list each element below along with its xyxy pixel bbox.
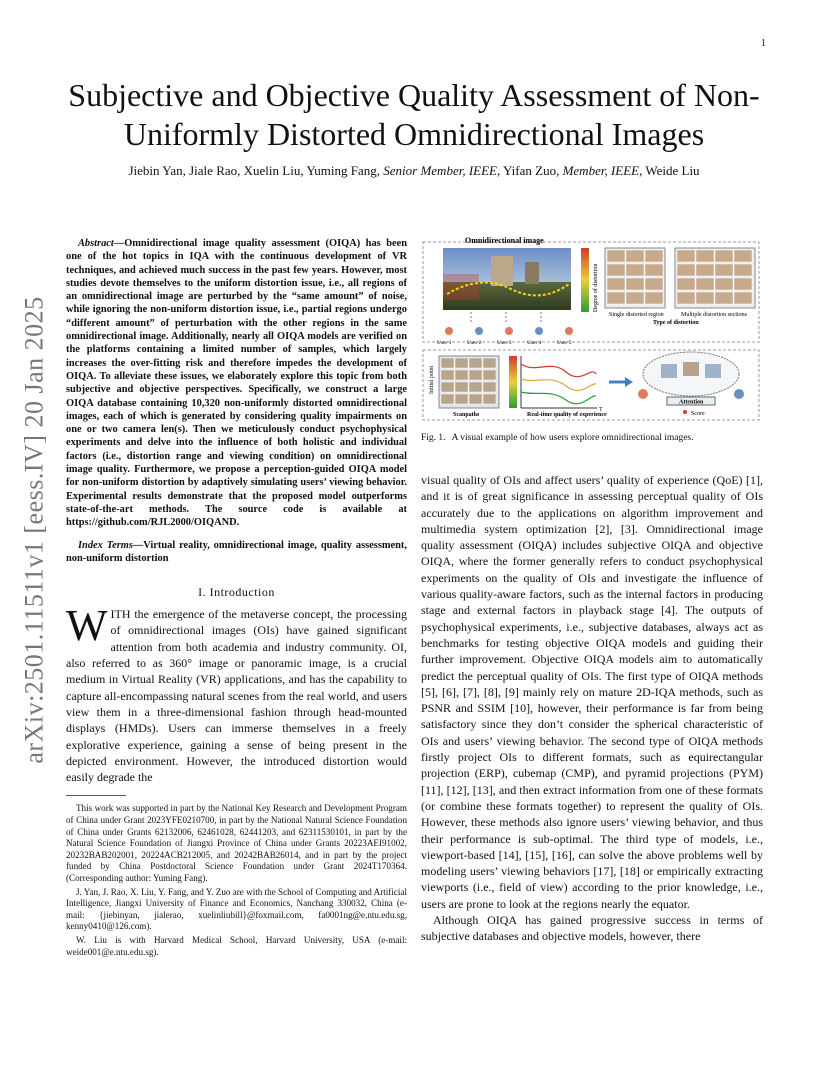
user-icon <box>638 389 648 399</box>
user-icon <box>734 389 744 399</box>
index-terms <box>66 539 407 566</box>
abstract-lead: Abstract <box>78 238 114 249</box>
index-terms-lead: Index Terms <box>78 539 133 551</box>
authors-part2: , Yifan Zuo, <box>496 163 563 178</box>
user-icon <box>445 327 453 335</box>
authors-part3: , Weide Liu <box>639 163 700 178</box>
scanpath-filmstrip <box>439 356 499 408</box>
user-icon <box>475 327 483 335</box>
right-body-text <box>421 472 763 945</box>
authors-part1: Jiebin Yan, Jiale Rao, Xuelin Liu, Yuming Fang, <box>128 163 384 178</box>
right-column <box>421 234 763 945</box>
degree-colorbar <box>581 248 589 312</box>
author-role-2: Member, IEEE <box>562 163 640 178</box>
user-icon <box>505 327 513 335</box>
qoe-chart <box>521 356 597 408</box>
user-icon <box>565 327 573 335</box>
author-list <box>50 163 778 179</box>
score-marker <box>683 410 687 414</box>
label-single: Single distorted region <box>609 312 664 318</box>
label-type: Type of distortion <box>653 320 699 326</box>
users-row <box>437 327 573 346</box>
footnote-divider <box>66 795 126 796</box>
abstract-text: —Omnidirectional image quality assessment (OIQA) has been one of the hot topics in IQA with the continuous development of VR techniques, and achieved much success in the past few years. However, most studies devote themselves to the uniform distortion issue, i.e., all regions of an omnidirectional image are perturbed by the “same amount” of noise, while ignoring the non-uniform distortion issue, i.e., partial regions undergo “different amount” of perturbation with the other regions in the same omnidirectional image. Additionally, nearly all OIQA models are verified on the platforms containing a limited number of samples, which largely increases the over-fitting risk and therefore impedes the development of OIQA. To alleviate these issues, we elaborately explore this topic from both subjective and objective perspectives. Specifically, we construct a large OIQA database containing 10,320 non-uniformly distorted omnidirectional images, each of which is generated by considering quality impairments on one or two camera len(s). Then we meticulously conduct psychophysical experiments and delve into the influence of both holistic and individual factors (i.e., distortion range and viewing condition) on omnidirectional image quality. Furthermore, we propose a perception-guided OIQA model for non-uniform distortion by adaptively simulating users’ viewing behavior. Experimental results demonstrate that the proposed model outperforms state-of-the-art methods. The source code is available at https://github.com/RJL2000/OIQAND. <box>66 238 407 529</box>
label-multiple: Multiple distortion sections <box>681 312 747 318</box>
footnote-affiliation: J. Yan, J. Rao, X. Liu, Y. Fang, and Y. Zuo are with the School of Computing and Artificial Intelligence, Jiangxi University of Finance and Economics, Nanchang 330032, China (e-mail: {jiebinyan, jialerao, xuelinliubill}@foxmail.com, fa0001ng@e.ntu.edu.sg, kenny0410@126.com). <box>66 886 407 932</box>
user-label-5: User 5 <box>557 340 572 346</box>
arxiv-watermark <box>10 290 60 770</box>
author-role-1: Senior Member, IEEE <box>383 163 497 178</box>
arxiv-id: arXiv:2501.11511v1 [eess.IV] 20 Jan 2025 <box>20 296 49 764</box>
section-heading: I. Introduction <box>198 585 275 600</box>
page-number: 1 <box>761 38 766 49</box>
index-terms-text: —Virtual reality, omnidirectional image, quality assessment, non-uniform distortion <box>66 539 407 564</box>
label-scanpaths: Scanpaths <box>453 412 480 418</box>
left-column <box>66 237 407 960</box>
figure-1 <box>421 234 763 424</box>
figure-caption-text: A visual example of how users explore omnidirectional images. <box>451 433 694 443</box>
paper-title: Subjective and Objective Quality Assessment of Non-Uniformly Distorted Omnidirectional Images <box>68 77 760 152</box>
label-realtime: Real-time quality of experience <box>527 412 607 418</box>
label-omnidirectional: Omnidirectional image <box>465 236 544 245</box>
introduction-paragraph <box>66 601 407 785</box>
label-degree: Degree of distortion <box>593 263 599 312</box>
figure-caption-label: Fig. 1. <box>421 433 446 443</box>
figure-caption <box>421 432 763 444</box>
footnotes <box>66 803 407 958</box>
label-initial: Initial point <box>429 365 435 394</box>
user-icon <box>535 327 543 335</box>
qoe-colorbar <box>509 356 517 408</box>
introduction-text: ITH the emergence of the metaverse concept, the processing of omnidirectional images (OIs) have gained significant attention from both academia and industry community. OI, also referred to as 360° image or panoramic image, is a crucial medium in Virtual Reality (VR) applications, and has the capability to capture all-encompassing natural scenes from the real world, and users view them in a three-dimensional fashion through head-mounted displays (HMDs). Users can immerse themselves in a freely explorative experience, gaining a sense of being present in the depicted environment. However, the introduced distortion would easily degrade the <box>66 607 407 785</box>
distortion-grid <box>605 248 755 308</box>
user-label-1: User 1 <box>437 340 452 346</box>
user-label-3: User 3 <box>497 340 512 346</box>
footnote-affiliation-2: W. Liu is with Harvard Medical School, Harvard University, USA (e-mail: weide001@e.ntu.edu.sg). <box>66 934 407 957</box>
label-score: Score <box>691 411 705 417</box>
label-t: T <box>599 407 603 413</box>
figure-diagram <box>421 234 763 424</box>
footnote-funding: This work was supported in part by the National Key Research and Development Program of China under Grant 2023YFE0210700, in part by the National Natural Science Foundation of China under Grants 62132006, 62461028, 62441203, and 62311530101, in part by the Natural Science Foundation of Jiangxi Province of China under Grants 20223AEI91002, 20232BAB202001, 20224ACB212005, and 20242BAB26014, and in part by the project funded by China Postdoctoral Science Foundation under Grant 2024T170364. (Corresponding author: Yuming Fang). <box>66 803 407 883</box>
label-attention: Attention <box>679 399 704 406</box>
body-paragraph: visual quality of OIs and affect users’ quality of experience (QoE) [1], and it is of great significance in assessing perceptual quality of OIs accurately due to the applications on algorithm improvement and multimedia system optimization [2], [3]. Omnidirectional image quality assessment (OIQA) includes subjective OIQA and objective OIQA, where the former generally refers to conduct psychophysical experiments on the quality of OIs and investigate the influence of various quality-aware factors, such as the internal factors in producing stage and external factors in playback stage [4]. The outputs of psychophysical experiments, i.e., subjective databases, always act as benchmarks for testing objective OIQA models and guiding their further improvement. Objective OIQA models aim to automatically predict the perceptual quality of OIs. The first type of OIQA methods [5], [6], [7], [8], [9] mainly rely on mature 2D-IQA methods, such as PSNR and SSIM [10], however, their performance is far from being satisfactory since they don’t consider the spherical characteristic of OIs and users’ viewing behavior. The second type of OIQA methods firstly project OIs to different formats, such as equirectangular projection (ERP), cubemap (CMP), and pyramid projections (PYM) [11], [12], [13], and then extract information from one of these formats (or combine these formats together) to represent the quality of OIs. However, these methods also ignore users’ viewing behavior, and thus their performance is sub-optimal. The third type of models, i.e., viewport-based [14], [15], [16], can solve the above problems well by modeling users’ viewing behaviors [17], [18] or empirically extracting viewports (i.e., field of view) according to the prior knowledge, i.e., users are prone to look at the regions nearly the equator. <box>421 473 763 911</box>
user-label-4: User 4 <box>527 340 542 346</box>
abstract <box>66 237 407 530</box>
user-label-2: User 2 <box>467 340 482 346</box>
body-paragraph: Although OIQA has gained progressive success in terms of subjective databases and objective models, however, there <box>421 913 763 944</box>
drop-cap: W <box>66 601 108 651</box>
